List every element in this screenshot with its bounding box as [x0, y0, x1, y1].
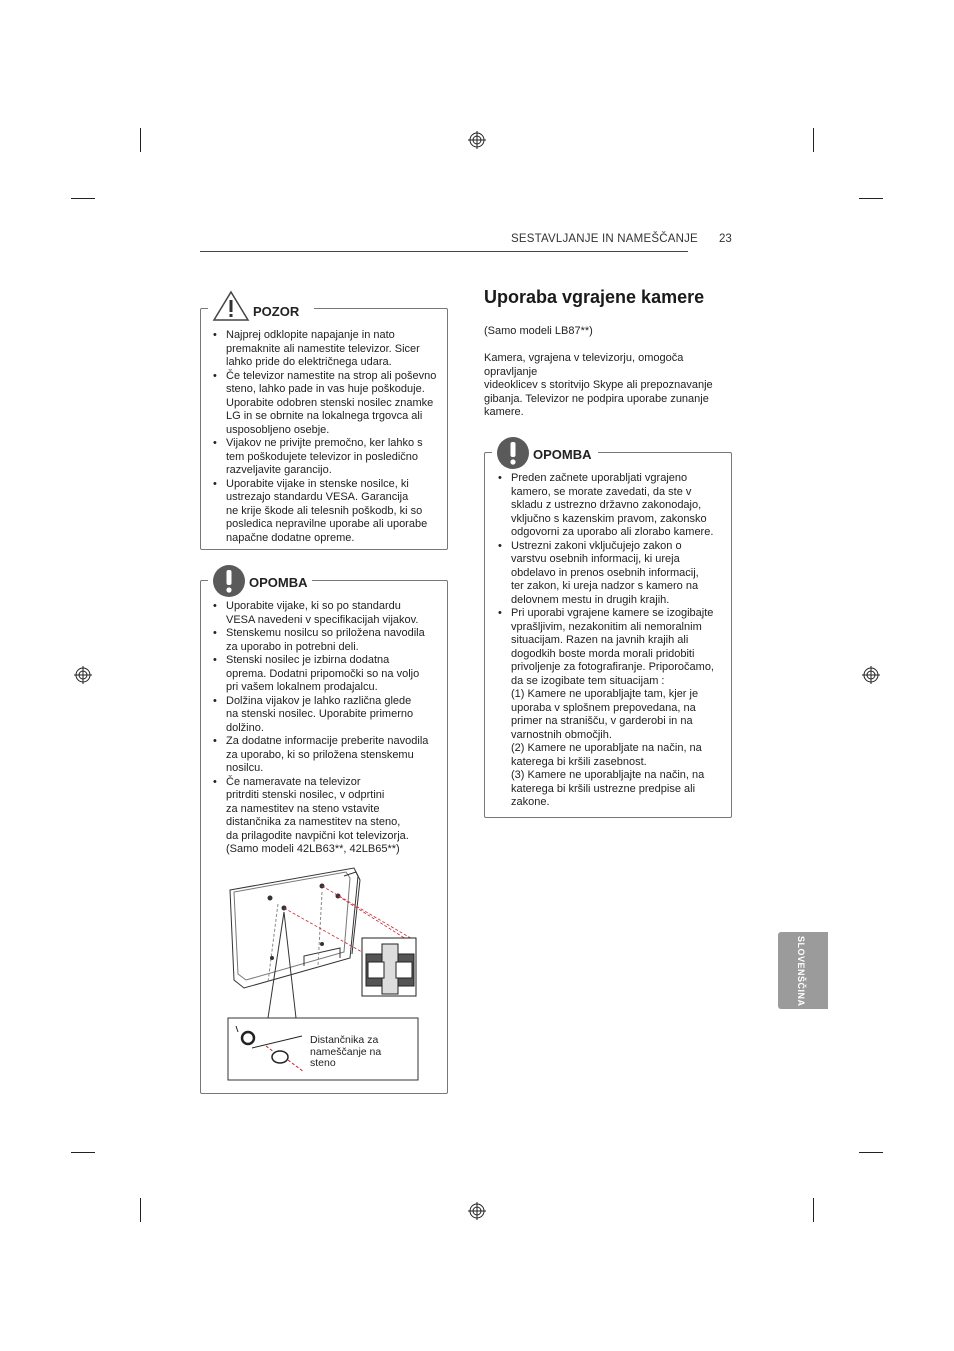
header-rule	[200, 251, 688, 252]
tv-back-drawing	[230, 868, 360, 988]
registration-mark-icon	[74, 666, 92, 684]
list-item: • Uporabite vijake in stenske nosilce, ki ustrezajo standardu VESA. Garancija ne krije škode ali telesnih poškodb, ki so posledica nepravilne uporabe ali uporabe napačne dodatne opreme.	[212, 478, 438, 546]
list-item: • Dolžina vijakov je lahko različna glede na stenski nosilec. Uporabite primerno dolžino.	[212, 695, 440, 736]
models-note: (Samo modeli LB87**)	[484, 325, 593, 337]
list-item: • Preden začnete uporabljati vgrajeno kamero, se morate zavedati, da ste v skladu z ustrezno državno zakonodajo, vključno s kazenskim pravom, zakonsko odgovorni za uporabo ali zlorabo kamere.	[497, 472, 725, 540]
list-item: • Pri uporabi vgrajene kamere se izogibajte vprašljivim, nezakonitim ali nemoralnim situacijam. Razen na javnih krajih ali dogodkih boste morda morali pridobiti privoljenje za fotografiranje. Priporočamo, da se izogibate tem situacijam : (1) Kamere ne uporabljajte tam, kjer je uporaba v splošnem prepovedana, na primer na stranišču, v garderobi in na varnostnih območjih. (2) Kamere ne uporabljate na način, na katerega bi kršili zasebnost. (3) Kamere ne uporabljajte na način, na katerega bi kršili ustrezne predpise ali zakone.	[497, 607, 725, 810]
caution-title: POZOR	[249, 304, 303, 319]
list-item: • Vijakov ne privijte premočno, ker lahko s tem poškodujete televizor in posledično razveljavite garancijo.	[212, 437, 438, 478]
crop-mark	[71, 198, 95, 199]
list-item: • Stenskemu nosilcu so priložena navodila za uporabo in potrebni deli.	[212, 627, 440, 654]
crop-mark	[813, 128, 814, 152]
crop-mark	[859, 198, 883, 199]
note-exclamation-icon	[496, 436, 530, 470]
list-item: • Za dodatne informacije preberite navodila za uporabo, ki so priložena stenskemu nosilcu.	[212, 735, 440, 776]
crop-mark	[71, 1152, 95, 1153]
page-number: 23	[719, 233, 732, 245]
spacer-label: Distančnika za nameščanje na steno	[310, 1034, 382, 1069]
language-tab-label: SLOVENŠČINA	[796, 936, 806, 1007]
list-item: • Najprej odklopite napajanje in nato premaknite ali namestite televizor. Sicer lahko pride do električnega udara.	[212, 329, 438, 370]
camera-intro: Kamera, vgrajena v televizorju, omogoča opravljanje videoklicev s storitvijo Skype ali prepoznavanje gibanja. Televizor ne podpira uporabe zunanje kamere.	[484, 352, 713, 418]
note-left-list	[212, 600, 440, 857]
registration-mark-icon	[468, 131, 486, 149]
crop-mark	[813, 1198, 814, 1222]
language-tab	[778, 932, 828, 1009]
wall-bracket-drawing	[362, 938, 416, 996]
note-exclamation-icon	[212, 564, 246, 598]
crop-mark	[140, 128, 141, 152]
registration-mark-icon	[862, 666, 880, 684]
registration-mark-icon	[468, 1202, 486, 1220]
note-right-title: OPOMBA	[529, 447, 596, 462]
list-item: • Stenski nosilec je izbirna dodatna oprema. Dodatni pripomočki so na voljo pri vašem lokalnem prodajalcu.	[212, 654, 440, 695]
note-right-list	[497, 472, 725, 810]
list-item: • Ustrezni zakoni vključujejo zakon o varstvu osebnih informacij, ki ureja obdelavo in prenos osebnih informacij, ter zakon, ki ureja nadzor s kamero na delovnem mestu in drugih krajih.	[497, 540, 725, 608]
running-header: SESTAVLJANJE IN NAMEŠČANJE	[511, 233, 698, 245]
list-item: • Če nameravate na televizor pritrditi stenski nosilec, v odprtini za namestitev na steno vstavite distančnika za namestitev na steno, da prilagodite navpični kot televizorja. (Samo modeli 42LB63**, 42LB65**)	[212, 776, 440, 857]
crop-mark	[859, 1152, 883, 1153]
section-title: Uporaba vgrajene kamere	[484, 287, 705, 307]
caution-list	[212, 329, 438, 545]
crop-mark	[140, 1198, 141, 1222]
callout-pointer	[268, 912, 296, 1018]
note-left-title: OPOMBA	[245, 575, 312, 590]
warning-triangle-icon	[212, 290, 250, 322]
list-item: • Uporabite vijake, ki so po standardu VESA navedeni v specifikacijah vijakov.	[212, 600, 440, 627]
list-item: • Če televizor namestite na strop ali poševno steno, lahko pade in vas huje poškoduje. Uporabite odobren stenski nosilec znamke LG in se obrnite na lokalnega trgovca ali usposobljeno osebje.	[212, 370, 438, 438]
